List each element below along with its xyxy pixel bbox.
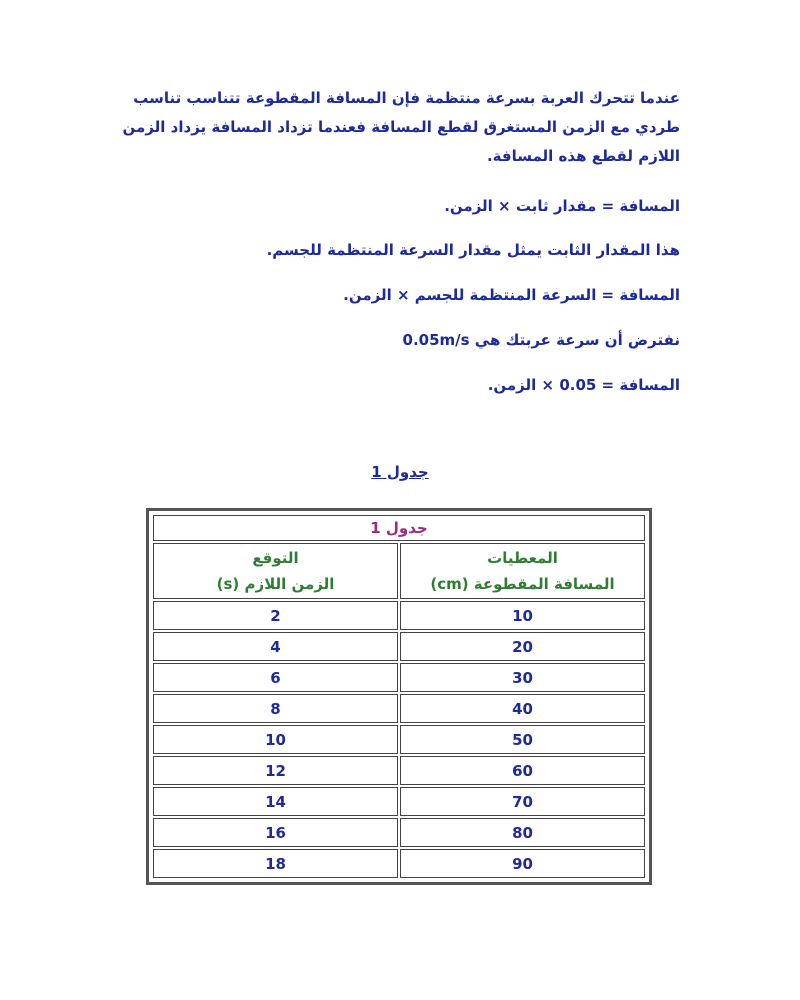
- table-row: [153, 849, 645, 878]
- formula-distance-speed: المسافة = السرعة المنتظمة للجسم × الزمن.: [343, 286, 680, 304]
- time-cell: 16: [153, 818, 398, 847]
- table-caption-text: جدول 1: [371, 463, 429, 481]
- formula-distance-constant: المسافة = مقدار ثابت × الزمن.: [444, 197, 680, 215]
- formula-distance-numeric: المسافة = 0.05 × الزمن.: [487, 376, 680, 394]
- header-given: [400, 543, 645, 599]
- distance-cell: 50: [400, 725, 645, 754]
- table-row: [153, 632, 645, 661]
- table-row: [153, 787, 645, 816]
- time-cell: 2: [153, 601, 398, 630]
- intro-paragraph: عندما تتحرك العربة بسرعة منتظمة فإن المسافة المقطوعة تتناسب تناسب طردي مع الزمن المستغرق لقطع المسافة فعندما تزداد المسافة يزداد الزمن اللازم لقطع هذه المسافة.: [122, 89, 680, 165]
- time-cell: 10: [153, 725, 398, 754]
- table-row: [153, 694, 645, 723]
- table-row: [153, 818, 645, 847]
- data-table: [151, 513, 647, 880]
- table-caption: [0, 463, 800, 481]
- table-header-row: [153, 543, 645, 599]
- header-expected: [153, 543, 398, 599]
- time-cell: 6: [153, 663, 398, 692]
- time-cell: 18: [153, 849, 398, 878]
- distance-cell: 90: [400, 849, 645, 878]
- header-expected-label: التوقع: [252, 549, 299, 567]
- speed-assumption: نفترض أن سرعة عربتك هي 0.05m/s: [402, 331, 680, 349]
- distance-cell: 70: [400, 787, 645, 816]
- time-cell: 14: [153, 787, 398, 816]
- distance-cell: 30: [400, 663, 645, 692]
- distance-cell: 20: [400, 632, 645, 661]
- distance-cell: 60: [400, 756, 645, 785]
- distance-cell: 10: [400, 601, 645, 630]
- table-row: [153, 663, 645, 692]
- header-expected-sub: الزمن اللازم (s): [216, 575, 335, 593]
- header-given-label: المعطيات: [487, 549, 558, 567]
- table-row: [153, 756, 645, 785]
- time-cell: 12: [153, 756, 398, 785]
- time-cell: 8: [153, 694, 398, 723]
- table-title-row: [153, 515, 645, 541]
- time-cell: 4: [153, 632, 398, 661]
- data-table-frame: [146, 508, 652, 885]
- table-row: [153, 725, 645, 754]
- table-row: [153, 601, 645, 630]
- distance-cell: 80: [400, 818, 645, 847]
- header-given-sub: المسافة المقطوعة (cm): [430, 575, 615, 593]
- constant-explanation: هذا المقدار الثابت يمثل مقدار السرعة المنتظمة للجسم.: [266, 241, 680, 259]
- distance-cell: 40: [400, 694, 645, 723]
- table-title: جدول 1: [153, 515, 645, 541]
